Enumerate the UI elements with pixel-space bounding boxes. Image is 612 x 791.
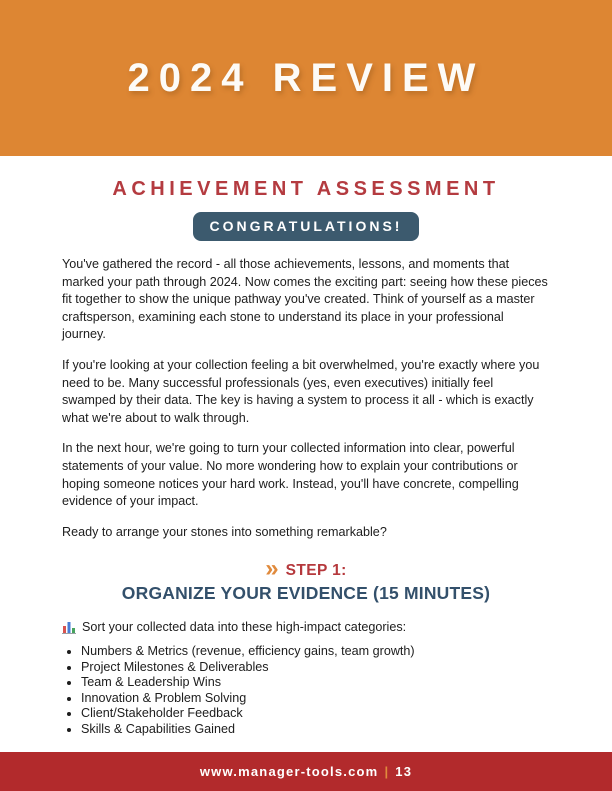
page-banner <box>0 0 612 156</box>
paragraph: You've gathered the record - all those achievements, lessons, and moments that marked your path through 2024. Now comes the exciting part: seeing how these pieces fit together to show the unique pathway you've created. Think of yourself as a master craftsperson, examining each stone to understand its place in your professional journey. <box>62 257 548 342</box>
sort-instruction <box>62 620 550 634</box>
step-heading <box>62 555 550 604</box>
step-label: STEP 1: <box>285 562 347 580</box>
double-chevron-icon: » <box>265 555 279 583</box>
page-title: 2024 REVIEW <box>127 55 485 100</box>
step-label-row <box>62 555 550 583</box>
footer-separator: | <box>384 764 390 779</box>
list-item: • Project Milestones & Deliverables <box>81 660 550 676</box>
paragraph: In the next hour, we're going to turn your collected information into clear, powerful statements of your value. No more wondering how to explain your contributions or hoping someone notices your hard work. Instead, you'll have concrete, compelling evidence of your impact. <box>62 441 519 509</box>
paragraph: Ready to arrange your stones into something remarkable? <box>62 524 387 539</box>
list-item: • Team & Leadership Wins <box>81 675 550 691</box>
footer-url[interactable]: www.manager-tools.com <box>199 764 379 779</box>
body-copy <box>62 256 550 541</box>
sort-instruction-text: Sort your collected data into these high-impact categories: <box>82 620 407 635</box>
page-body <box>0 156 612 752</box>
list-item: • Innovation & Problem Solving <box>81 691 550 707</box>
page-number: 13 <box>395 764 413 779</box>
list-item: • Numbers & Metrics (revenue, efficiency gains, team growth) <box>81 644 550 660</box>
page-footer <box>0 752 612 791</box>
step-subtitle: ORGANIZE YOUR EVIDENCE (15 MINUTES) <box>121 583 491 604</box>
list-item: • Client/Stakeholder Feedback <box>81 706 550 722</box>
category-list <box>62 644 550 737</box>
congratulations-badge: CONGRATULATIONS! <box>193 212 420 241</box>
paragraph: If you're looking at your collection feeling a bit overwhelmed, you're exactly where you need to be. Many successful professionals (yes, even executives) initially feel swamped by their data. The key is having a system to process it all - which is exactly what we're about to walk through. <box>62 357 540 425</box>
list-item: • Skills & Capabilities Gained <box>81 722 550 738</box>
section-heading: ACHIEVEMENT ASSESSMENT <box>112 178 500 200</box>
bar-chart-icon <box>62 620 76 634</box>
badge-row <box>62 212 550 241</box>
